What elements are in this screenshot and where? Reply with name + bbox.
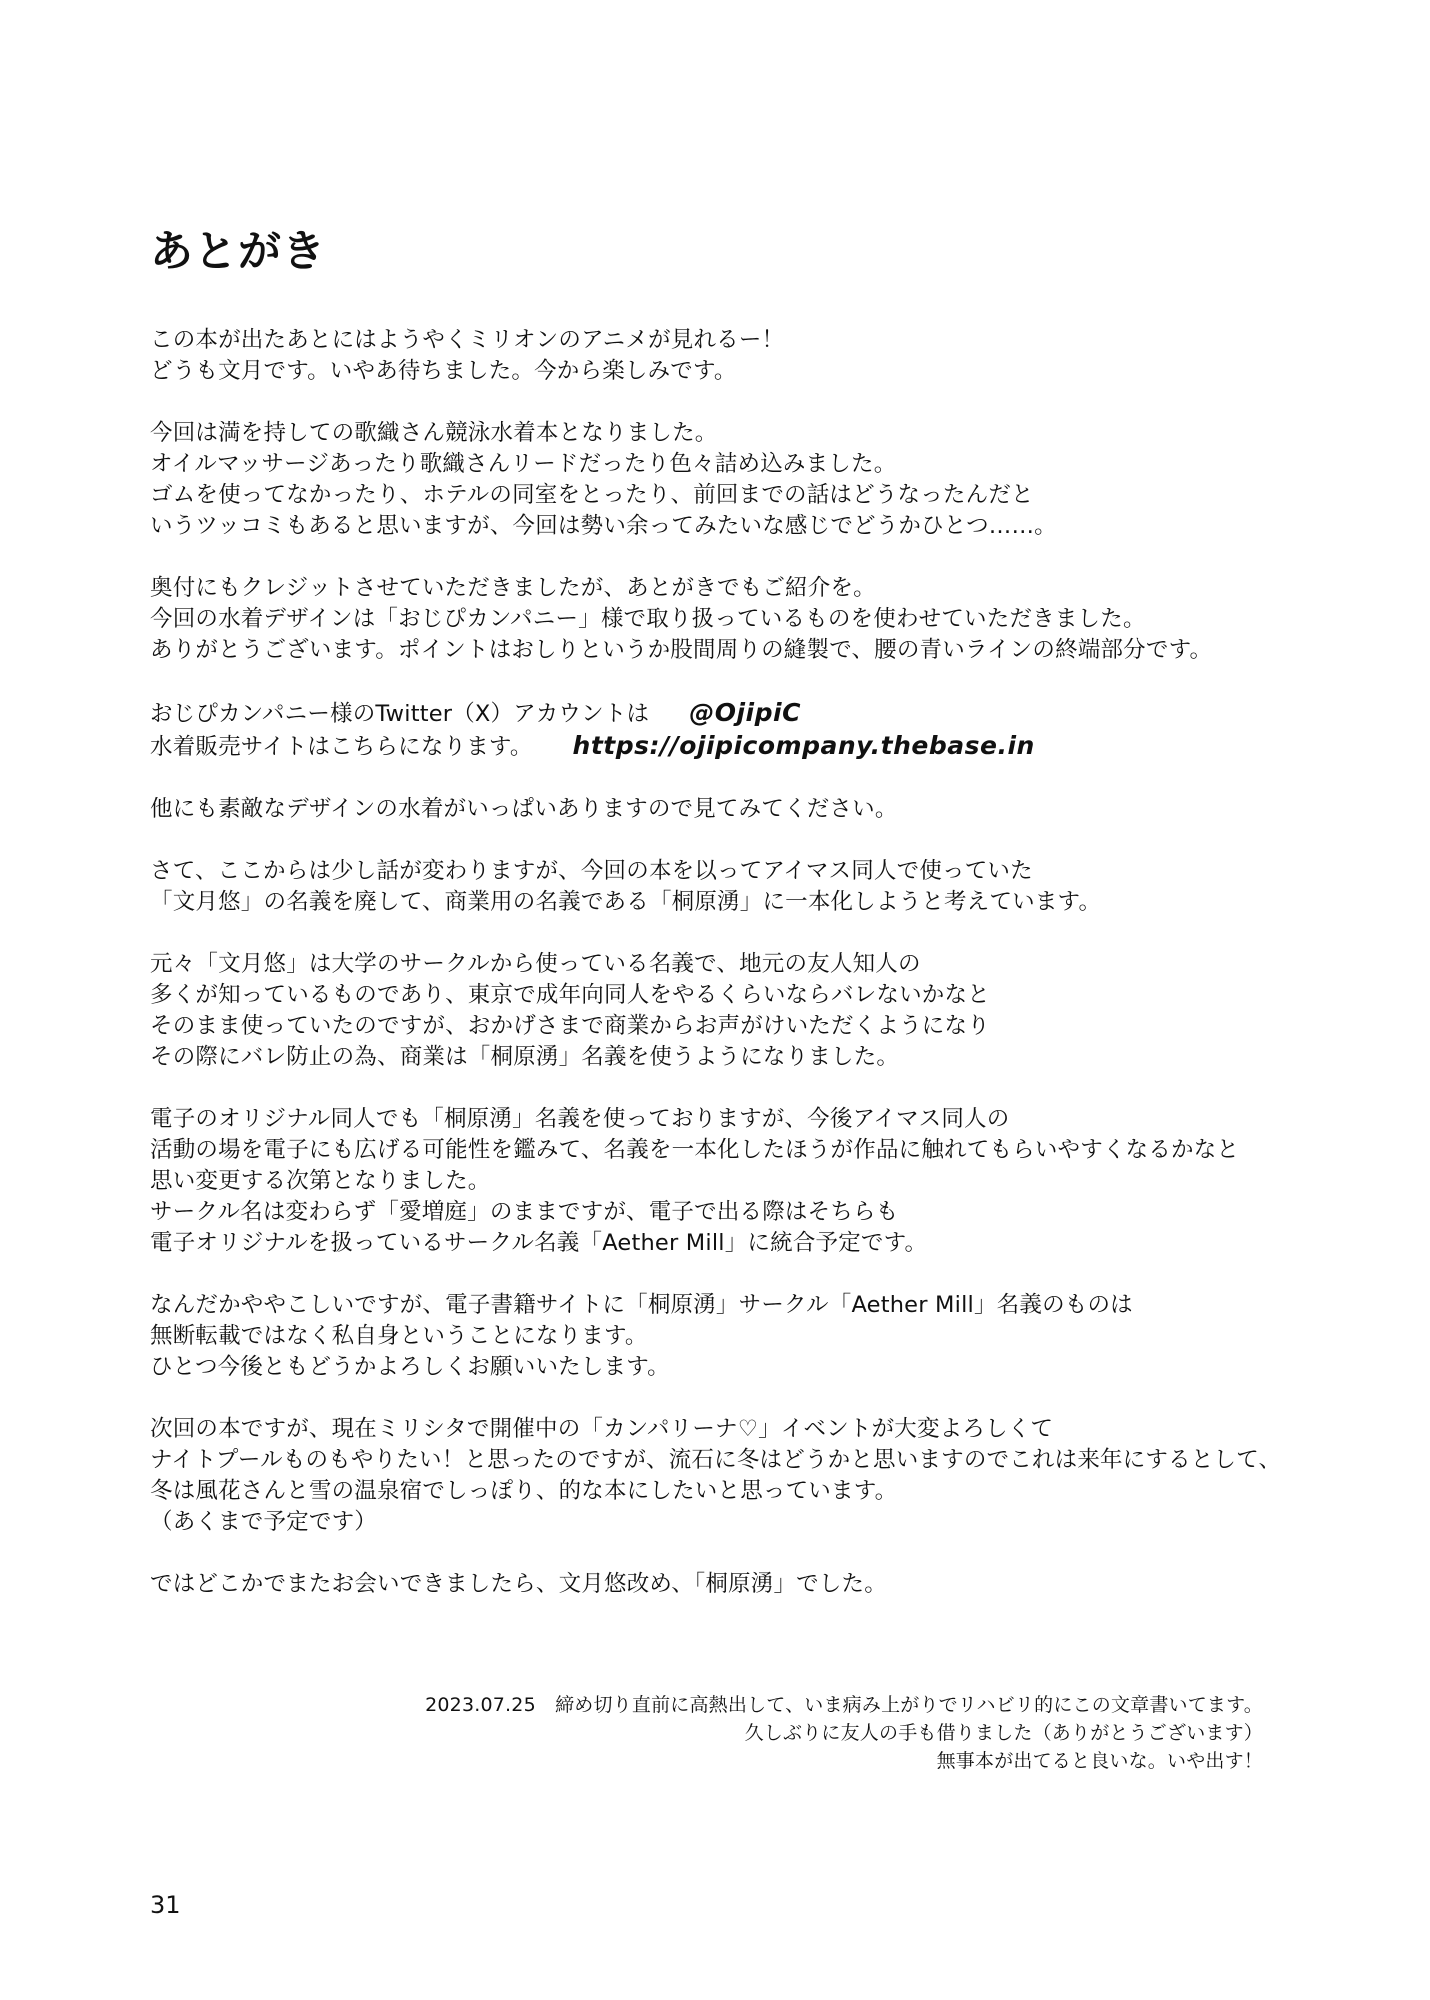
text-line: オイルマッサージあったり歌織さんリードだったり色々詰め込みました。 <box>150 451 897 477</box>
text-line: 活動の場を電子にも広げる可能性を鑑みて、名義を一本化したほうが作品に触れてもらいやすくなるかなと <box>150 1137 1240 1163</box>
twitter-handle: @OjipiC <box>689 698 801 727</box>
shop-url: https://ojipicompany.thebase.in <box>572 731 1035 760</box>
text-line: 今回は満を持しての歌織さん競泳水着本となりました。 <box>150 420 718 446</box>
text-line: 無断転載ではなく私自身ということになります。 <box>150 1323 648 1349</box>
shop-line <box>150 730 1350 763</box>
text-line: 奥付にもクレジットさせていただきましたが、あとがきでもご紹介を。 <box>150 575 876 601</box>
afterword-body <box>150 325 1350 1631</box>
text-line: その際にバレ防止の為、商業は「桐原湧」名義を使うようになりました。 <box>150 1044 900 1070</box>
text-line: 次回の本ですが、現在ミリシタで開催中の「カンパリーナ♡」イベントが大変よろしくて <box>150 1416 1054 1442</box>
note-line: 久しぶりに友人の手も借りました（ありがとうございます） <box>744 1722 1263 1744</box>
text-line: ではどこかでまたお会いできましたら、文月悠改め、「桐原湧」でした。 <box>150 1571 887 1597</box>
text-line: さて、ここからは少し話が変わりますが、今回の本を以ってアイマス同人で使っていた <box>150 858 1033 884</box>
shop-label: 水着販売サイトはこちらになります。 <box>150 734 533 760</box>
text-line: ナイトプールものもやりたい！と思ったのですが、流石に冬はどうかと思いますのでこれは来年にするとして、 <box>150 1447 1282 1473</box>
text-line: どうも文月です。いやあ待ちました。今から楽しみです。 <box>150 358 737 384</box>
paragraph-2 <box>150 418 1350 542</box>
text-line: 冬は風花さんと雪の温泉宿でしっぽり、的な本にしたいと思っています。 <box>150 1478 898 1504</box>
paragraph-7 <box>150 1104 1350 1259</box>
text-line: ありがとうございます。ポイントはおしりというか股間周りの縫製で、腰の青いラインの終端部分です。 <box>150 637 1213 663</box>
text-line: この本が出たあとにはようやくミリオンのアニメが見れるー！ <box>150 327 785 353</box>
text-line: 今回の水着デザインは「おじぴカンパニー」様で取り扱っているものを使わせていただきました。 <box>150 606 1146 632</box>
text-line: ゴムを使ってなかったり、ホテルの同室をとったり、前回までの話はどうなったんだと <box>150 482 1034 508</box>
note-line: 無事本が出てると良いな。いや出す！ <box>936 1750 1263 1772</box>
text-line: 元々「文月悠」は大学のサークルから使っている名義で、地元の友人知人の <box>150 951 921 977</box>
note-line: 2023.07.25 締め切り直前に高熱出して、いま病み上がりでリハビリ的にこの文章書いてます。 <box>425 1694 1263 1716</box>
paragraph-8 <box>150 1290 1350 1383</box>
text-line: ひとつ今後ともどうかよろしくお願いいたします。 <box>150 1354 670 1380</box>
text-line: サークル名は変わらず「愛増庭」のままですが、電子で出る際はそちらも <box>150 1199 899 1225</box>
paragraph-10 <box>150 1569 1350 1600</box>
paragraph-links <box>150 697 1350 763</box>
page-number: 31 <box>150 1891 181 1919</box>
twitter-label: おじぴカンパニー様のTwitter（X）アカウントは <box>150 701 650 727</box>
text-line: 他にも素敵なデザインの水着がいっぱいありますので見てみてください。 <box>150 796 898 822</box>
dated-note <box>425 1691 1263 1775</box>
text-line: 「文月悠」の名義を廃して、商業用の名義である「桐原湧」に一本化しようと考えています。 <box>150 889 1102 915</box>
paragraph-1 <box>150 325 1350 387</box>
text-line: なんだかややこしいですが、電子書籍サイトに「桐原湧」サークル「Aether Mill」名義のものは <box>150 1292 1133 1318</box>
text-line: 電子オリジナルを扱っているサークル名義「Aether Mill」に統合予定です。 <box>150 1230 928 1256</box>
paragraph-6 <box>150 949 1350 1073</box>
text-line: 電子のオリジナル同人でも「桐原湧」名義を使っておりますが、今後アイマス同人の <box>150 1106 1010 1132</box>
paragraph-3 <box>150 573 1350 666</box>
paragraph-9 <box>150 1414 1350 1538</box>
text-line: （あくまで予定です） <box>150 1509 378 1535</box>
twitter-line <box>150 697 1350 730</box>
text-line: 多くが知っているものであり、東京で成年向同人をやるくらいならバレないかなと <box>150 982 990 1008</box>
text-line: 思い変更する次第となりました。 <box>150 1168 491 1194</box>
text-line: いうツッコミもあると思いますが、今回は勢い余ってみたいな感じでどうかひとつ……。 <box>150 513 1057 539</box>
paragraph-4 <box>150 794 1350 825</box>
text-line: そのまま使っていたのですが、おかげさまで商業からお声がけいただくようになり <box>150 1013 990 1039</box>
paragraph-5 <box>150 856 1350 918</box>
page-title: あとがき <box>150 227 326 277</box>
